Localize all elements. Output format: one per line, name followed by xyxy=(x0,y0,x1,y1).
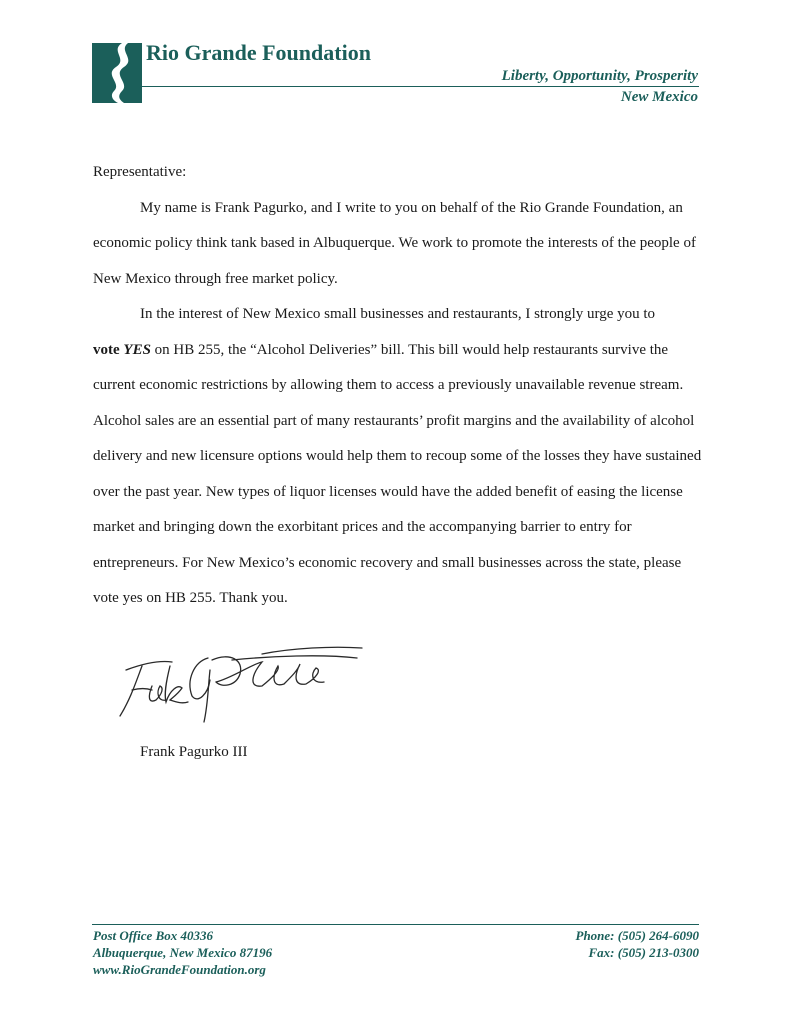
footer-po-box: Post Office Box 40336 xyxy=(93,928,213,943)
footer-city: Albuquerque, New Mexico 87196 xyxy=(93,945,273,960)
footer-phone: Phone: (505) 264-6090 xyxy=(575,928,699,943)
paragraph-introduction: My name is Frank Pagurko, and I write to you on behalf of the Rio Grande Foundation, an economic policy think tank based in Albuquerque. We work to promote the interests of the people of New Mexico through free market policy. xyxy=(93,199,696,287)
salutation: Representative: xyxy=(93,164,187,180)
request-body-text: on HB 255, the “Alcohol Deliveries” bill. This bill would help restaurants survive the current economic restrictions by allowing them to access a previously unavailable revenue stream. Alcohol sales are an essential part of many restaurants’ profit margins and the availability of alcohol delivery and new licensure options would help them to recoup some of the losses they have sustained over the past year. New types of liquor licenses would have the added benefit of easing the license market and bringing down the exorbitant prices and the accompanying barrier to entry for entrepreneurs. For New Mexico’s economic recovery and small businesses across the state, please vote yes on HB 255. Thank you. xyxy=(93,341,702,606)
vote-text: vote xyxy=(93,341,124,358)
footer-divider xyxy=(92,924,699,925)
request-intro-text: In the interest of New Mexico small businesses and restaurants, I strongly urge you to xyxy=(140,306,656,322)
footer-fax: Fax: (505) 213-0300 xyxy=(588,945,699,960)
rio-grande-logo-icon xyxy=(92,43,142,103)
letter-body xyxy=(93,155,703,617)
paragraph-request xyxy=(93,297,703,617)
tagline: Liberty, Opportunity, Prosperity xyxy=(501,68,698,84)
state-label: New Mexico xyxy=(620,89,698,105)
handwritten-signature xyxy=(112,630,372,725)
yes-emphasis: YES xyxy=(123,341,151,358)
footer-website: www.RioGrandeFoundation.org xyxy=(93,962,266,977)
signer-name: Frank Pagurko III xyxy=(140,744,248,760)
header-divider xyxy=(142,86,699,87)
organization-name: Rio Grande Foundation xyxy=(146,40,371,65)
